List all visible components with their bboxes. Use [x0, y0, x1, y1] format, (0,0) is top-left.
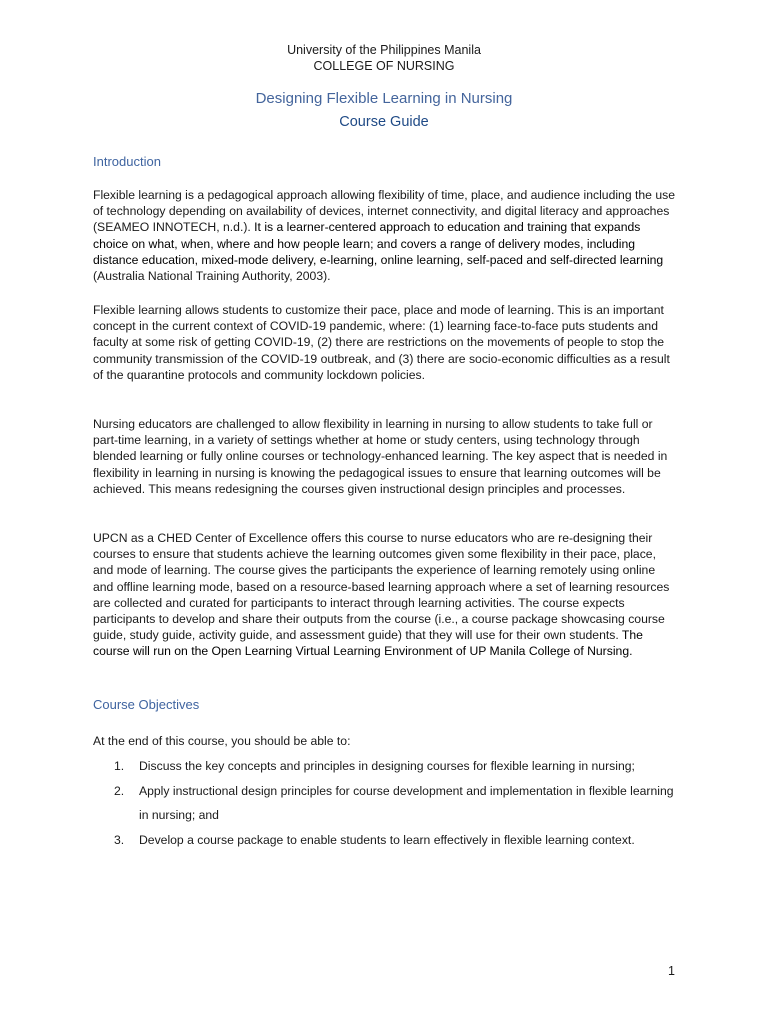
objectives-lead: At the end of this course, you should be able to:: [93, 734, 351, 748]
objective-text: Apply instructional design principles for course development and implementation in flexible learning in nursing; and: [139, 783, 674, 822]
university-name: University of the Philippines Manila: [287, 43, 481, 57]
document-header: [0, 42, 768, 74]
intro-paragraph-1: [93, 187, 678, 284]
objective-item: [93, 828, 683, 853]
college-name: COLLEGE OF NURSING: [313, 59, 455, 73]
intro-p4-part-a: UPCN as a CHED Center of Excellence offers this course to nurse educators who are re-designing their courses to ensure that students achieve the learning outcomes given some flexibility in their pace, place, and mode of learning. The course gives the participants the experience of learning remotely using online and offline learning mode, based on a resource-based learning approach where a set of learning resources are collected and curated for participants to interact through learning activities. The course expects participants to develop and share their outputs from the course (i.e., a course package showcasing course guide, study guide, activity guide, and assessment guide) that they will use for their own students.: [93, 531, 670, 643]
intro-p1-part-c: (Australia National Training Authority, 2003).: [93, 269, 331, 284]
objective-item: [93, 779, 683, 828]
objective-text: Develop a course package to enable students to learn effectively in flexible learning context.: [139, 832, 635, 847]
introduction-heading: Introduction: [93, 154, 161, 169]
intro-p4-part-b: The course will run on the Open Learning Virtual Learning Environment of UP Manila College of Nursing.: [93, 628, 643, 659]
objective-number: 2.: [114, 783, 125, 798]
objective-number: 3.: [114, 832, 125, 847]
page-number: 1: [668, 964, 675, 978]
intro-paragraph-2: Flexible learning allows students to customize their pace, place and mode of learning. This is an important concept in the current context of COVID-19 pandemic, where: (1) learning face-to-face puts students and faculty at some risk of getting COVID-19, (2) there are restrictions on the movements of people to stop the community transmission of the COVID-19 outbreak, and (3) there are socio-economic difficulties as a result of the quarantine protocols and community lockdown policies.: [93, 303, 670, 382]
intro-paragraph-4: [93, 530, 678, 660]
intro-p1-part-b: It is a learner-centered approach to education and training that expands choice on what, when, where and how people learn; and covers a range of delivery modes, including distance education, mixed-mode delivery, e-learning, online learning, self-paced and self-directed learning: [93, 220, 664, 267]
course-objectives-heading: Course Objectives: [93, 697, 200, 712]
objective-item: [93, 754, 683, 779]
document-title: Designing Flexible Learning in Nursing: [255, 90, 513, 107]
objective-number: 1.: [114, 759, 125, 773]
document-subtitle: Course Guide: [339, 114, 429, 130]
objective-text: Discuss the key concepts and principles in designing courses for flexible learning in nursing;: [139, 759, 635, 773]
objectives-list: [93, 754, 683, 852]
intro-paragraph-3: Nursing educators are challenged to allow flexibility in learning in nursing to allow students to take full or part-time learning, in a variety of settings whether at home or study centers, using technology through blended learning or fully online courses or technology-enhanced learning. The key aspect that is needed in flexibility in learning in nursing is knowing the pedagogical issues to ensure that learning outcomes will be achieved. This means redesigning the courses given instructional design principles and processes.: [93, 417, 668, 496]
intro-p1-part-a: Flexible learning is a pedagogical approach allowing flexibility of time, place, and audience including the use of technology depending on availability of devices, internet connectivity, and digital literacy and approaches (SEAMEO INNOTECH, n.d.).: [93, 188, 675, 235]
